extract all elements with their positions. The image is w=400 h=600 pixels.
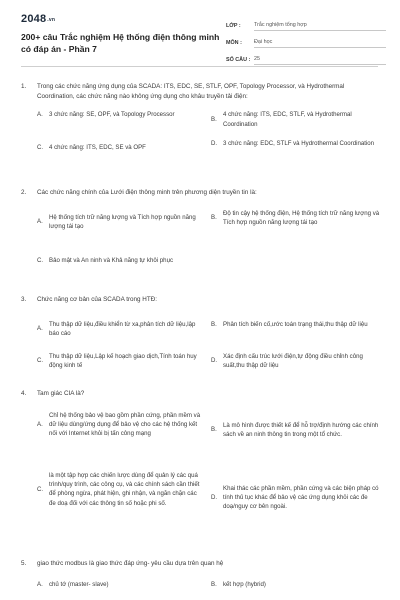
option-letter: D. <box>211 140 218 148</box>
question-3 <box>21 295 381 385</box>
option-a[interactable] <box>37 320 202 339</box>
meta-value: 25 <box>254 56 386 65</box>
option-letter: B. <box>211 115 217 123</box>
option-text: Bảo mật và An ninh và Khả năng tự khôi phục <box>49 256 174 264</box>
option-text: 3 chức năng: SE, OPF, và Topology Processor <box>49 111 175 119</box>
option-list <box>37 399 381 549</box>
option-text: Độ tin cậy hệ thống điện, Hệ thống tích trữ năng lượng và Tích hợp nguồn năng lượng tái tạo <box>223 209 380 226</box>
question-4 <box>21 389 381 549</box>
option-d[interactable] <box>211 139 381 148</box>
meta-label: SỐ CÂU : <box>226 57 251 63</box>
option-letter: A. <box>37 218 43 226</box>
option-letter: A. <box>37 421 43 428</box>
option-text: Khai thác các phần mềm, phần cứng và các biện pháp có tính thủ tục khác để bảo vệ các ứng dụng khỏi các đe doạ/nguy cơ bên ngoài. <box>223 484 379 511</box>
meta-value: Trắc nghiệm tổng hợp <box>254 22 386 31</box>
option-text: Thu thập dữ liệu,Lập kế hoạch giao dịch,Tính toán huy động kinh tế <box>49 352 197 369</box>
question-stem <box>21 295 381 305</box>
option-letter: C. <box>37 485 44 493</box>
meta-label: MÔN : <box>226 40 242 46</box>
exam-title: 200+ câu Trắc nghiệm Hệ thống điện thông minh có đáp án - Phần 7 <box>21 32 220 54</box>
meta-value: Đại học <box>254 39 386 48</box>
option-text: Hệ thống tích trữ năng lượng và Tích hợp nguồn năng lượng tái tạo <box>49 213 196 230</box>
question-stem <box>21 559 381 569</box>
question-stem <box>21 82 381 101</box>
option-text: 4 chức năng: ITS, EDC, SE và OPF <box>49 144 146 152</box>
option-a[interactable] <box>37 411 202 439</box>
option-b[interactable] <box>211 209 381 228</box>
question-text: Trong các chức năng ứng dụng của SCADA: ITS, EDC, SE, STLF, OPF, Topology Processor, và Hydrothermal Coordination, các chức năng nào không ứng dụng cho khâu truyền tải điện: <box>37 83 345 100</box>
option-b[interactable] <box>211 580 381 589</box>
option-letter: A. <box>37 580 43 588</box>
option-letter: C. <box>37 144 44 152</box>
question-stem <box>21 389 381 399</box>
option-text: chủ tớ (master- slave) <box>49 580 109 588</box>
question-1 <box>21 82 381 163</box>
option-c[interactable] <box>37 471 202 509</box>
question-stem <box>21 188 381 198</box>
option-text: Xác định cấu trúc lưới điện,tự động điều chỉnh công suất,thu thập dữ liệu <box>223 352 363 369</box>
question-number: 2. <box>21 189 27 196</box>
option-a[interactable] <box>37 213 202 232</box>
question-number: 5. <box>21 560 27 567</box>
option-c[interactable] <box>37 143 202 152</box>
option-letter: C. <box>37 357 44 365</box>
question-5 <box>21 559 381 591</box>
option-text: Phân tích biến cố,ước toán trạng thái,thu thập dữ liệu <box>223 320 368 328</box>
option-text: Chỉ hệ thống bảo vệ bao gồm phần cứng, phần mềm và dữ liệu dùng/ứng dụng để bảo vệ cho các hệ thống kết nối với Internet khỏi bị tấn công mạng <box>49 411 201 438</box>
option-c[interactable] <box>37 256 202 265</box>
option-list <box>37 305 381 385</box>
option-list <box>37 569 381 591</box>
option-list <box>37 101 381 163</box>
option-letter: C. <box>37 256 44 264</box>
option-letter: A. <box>37 325 43 333</box>
option-letter: D. <box>211 357 218 365</box>
option-text: kết hợp (hybrid) <box>223 580 266 588</box>
question-number: 1. <box>21 83 27 90</box>
option-letter: B. <box>211 214 217 222</box>
option-b[interactable] <box>211 110 381 129</box>
option-c[interactable] <box>37 352 202 371</box>
option-text: 4 chức năng: ITS, EDC, STLF, và Hydrothermal Coordination <box>223 111 352 128</box>
option-a[interactable] <box>37 580 202 589</box>
option-b[interactable] <box>211 320 381 329</box>
question-number: 4. <box>21 390 27 397</box>
option-d[interactable] <box>211 352 381 371</box>
question-number: 3. <box>21 296 27 303</box>
question-2 <box>21 188 381 288</box>
option-letter: B. <box>211 426 217 434</box>
option-a[interactable] <box>37 110 202 119</box>
logo-suffix: .vn <box>47 17 56 23</box>
option-text: Thu thập dữ liệu,điều khiển từ xa,phân tích dữ liệu,lập báo cáo <box>49 320 196 337</box>
option-d[interactable] <box>211 484 381 512</box>
meta-label: LỚP : <box>226 23 241 29</box>
option-b[interactable] <box>211 421 381 440</box>
option-text: là một tập hợp các chiến lược dùng để quản lý các quá trình/quy trình, các công cụ, và các chính sách cần thiết để phòng ngừa, phát hiện, ghi nhận, và ngăn chặn các đe doạ đối với các thông tin số hoặc phi số. <box>49 471 200 507</box>
question-text: Các chức năng chính của Lưới điện thông minh trên phương diện truyền tin là: <box>37 189 257 196</box>
option-letter: B. <box>211 320 217 328</box>
question-text: Chức năng cơ bản của SCADA trong HTĐ: <box>37 296 157 303</box>
option-text: 3 chức năng: EDC, STLF và Hydrothermal Coordination <box>223 140 375 148</box>
logo-text: 2048 <box>21 13 47 25</box>
option-letter: B. <box>211 580 217 588</box>
option-text: Là mô hình được thiết kế để hỗ trợ/định hướng các chính sách về an ninh thông tin trong một tổ chức. <box>223 421 379 438</box>
question-text: giao thức modbus là giao thức đáp ứng- yêu cầu dựa trên quan hệ <box>37 560 224 567</box>
question-text: Tam giác CIA là? <box>37 390 85 397</box>
option-list <box>37 198 381 288</box>
option-letter: A. <box>37 111 43 119</box>
option-letter: D. <box>211 494 218 501</box>
